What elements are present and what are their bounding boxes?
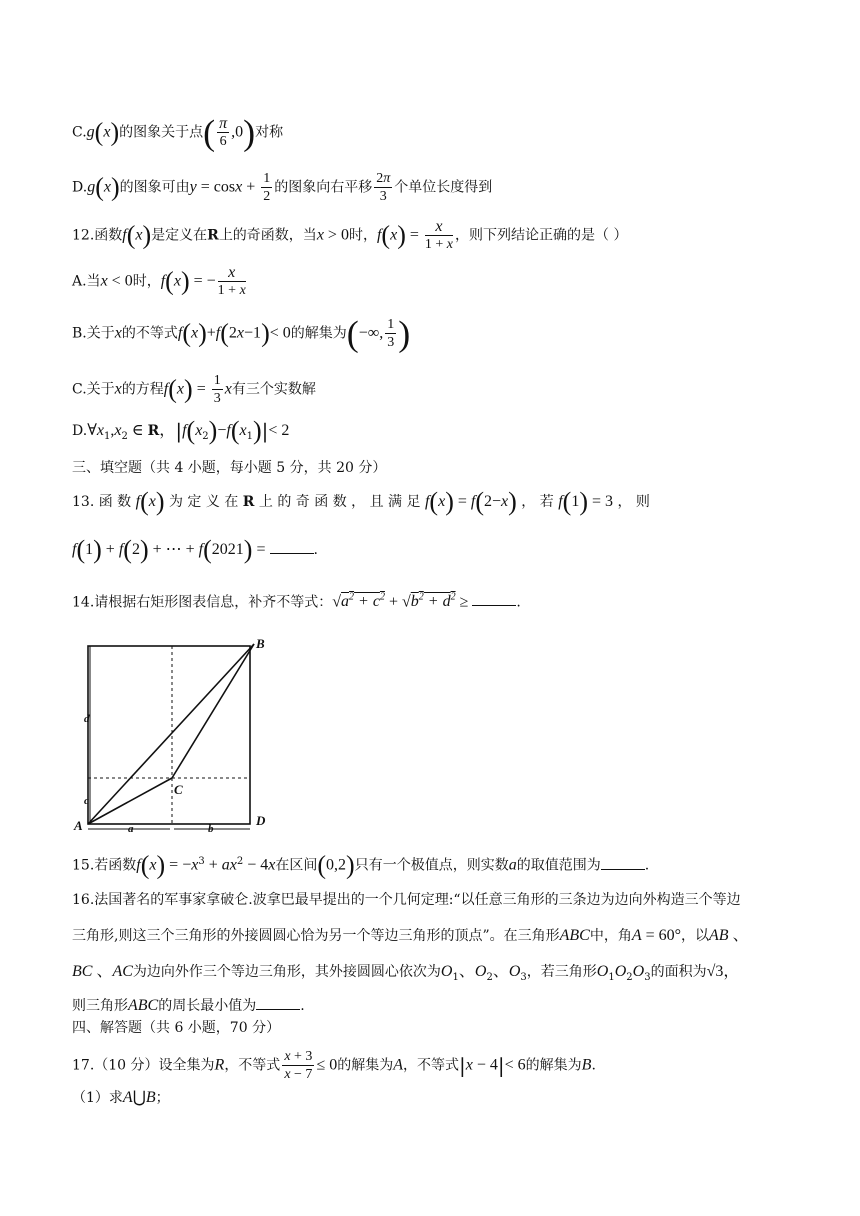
section-fill-in-heading: 三、填空题（共 4 小题，每小题 5 分，共 20 分）: [72, 460, 387, 476]
q12-stem: 12.函数f(x)是定义在R上的奇函数，当x > 0时，f(x) = $\frac{x}{1 + x}$ ，则下列结论正确的是（ ）: [72, 218, 628, 252]
q12-option-b: B.关于x的不等式f(x)+f(2x−1)< 0的解集为(−∞, $\frac{1}{3}$ ): [72, 313, 411, 354]
label-b-vertex: B: [256, 636, 265, 651]
q16-line3: BC 、AC为边向外作三个等边三角形，其外接圆圆心依次为$O_1$、$O_2$、$O_3$，若三角形$O_1O_2O_3$的面积为√3，: [72, 963, 740, 983]
q16-line4: 则三角形ABC的周长最小值为 .: [72, 997, 305, 1014]
q13-line1: 13. 函 数 f(x) 为 定 义 在 R 上 的 奇 函 数 ， 且 满 足 f(x) = f(2−x) ， 若 f(1) = 3 ， 则: [72, 487, 650, 516]
segment-cb: [172, 644, 254, 778]
section-solution-heading: 四、解答题（共 6 小题，70 分）: [72, 1020, 281, 1036]
segment-ab: [88, 644, 254, 824]
q14-answer-blank: [472, 593, 516, 606]
q11-option-c: C.g(x)的图象关于点( $\frac{\pi}{6}$ ,0)对称: [72, 112, 284, 153]
label-a-vertex: A: [74, 818, 83, 833]
q17-stem: 17.（10 分）设全集为R，不等式 $\frac{x + 3}{x - 7}$ ≤ 0的解集为A，不等式|x − 4|< 6的解集为B.: [72, 1049, 596, 1082]
rectangle-figure: [70, 632, 280, 837]
q13-line2: f(1) + f(2) + ⋯ + f(2021) = .: [72, 535, 318, 564]
q11-option-d: D.g(x)的图象可由y = cosx + $\frac{1}{2}$ 的图象向右平移 $\frac{2\pi}{3}$ 个单位长度得到: [72, 171, 493, 204]
q15-stem: 15.若函数$f(x) = -x^3 + ax^2 - 4x$在区间(0,2)只有一个极值点，则实数a的取值范围为 .: [72, 850, 650, 880]
q16-line2: 三角形,则这三个三角形的外接圆圆心恰为另一个等边三角形的顶点”。在三角形ABC中，角A = 60°，以AB 、: [72, 927, 749, 944]
label-b-length: b: [208, 823, 214, 835]
segment-ac: [88, 778, 172, 824]
q12-option-d: $D.\forall x_1,x_2$ ∈ R，$|f(x_2)-f(x_1)|< 2$: [72, 416, 290, 445]
q16-answer-blank: [256, 997, 300, 1010]
q12-option-a: A.当x < 0时，f(x) = − $\frac{x}{1 + x}$: [72, 264, 246, 298]
label-a-length: a: [128, 823, 134, 835]
q17-subquestion-1: （1）求A⋃B；: [72, 1089, 170, 1106]
q15-answer-blank: [601, 857, 645, 870]
q12-option-c: C.关于x的方程f(x) = $\frac{1}{3}$ x有三个实数解: [72, 373, 316, 406]
label-d-vertex: D: [256, 813, 266, 828]
label-c-vertex: C: [174, 782, 183, 797]
label-d-length: d: [84, 713, 90, 725]
label-c-length: c: [84, 795, 89, 807]
q13-answer-blank: [270, 541, 314, 554]
q16-line1: 16.法国著名的军事家拿破仑.波拿巴最早提出的一个几何定理:“以任意三角形的三条边为边向外构造三个等边: [72, 892, 741, 908]
q14-stem: 14.请根据右矩形图表信息，补齐不等式：$√a^2 + c^2 + √b^2 + d^2$ ≥ .: [72, 592, 521, 611]
